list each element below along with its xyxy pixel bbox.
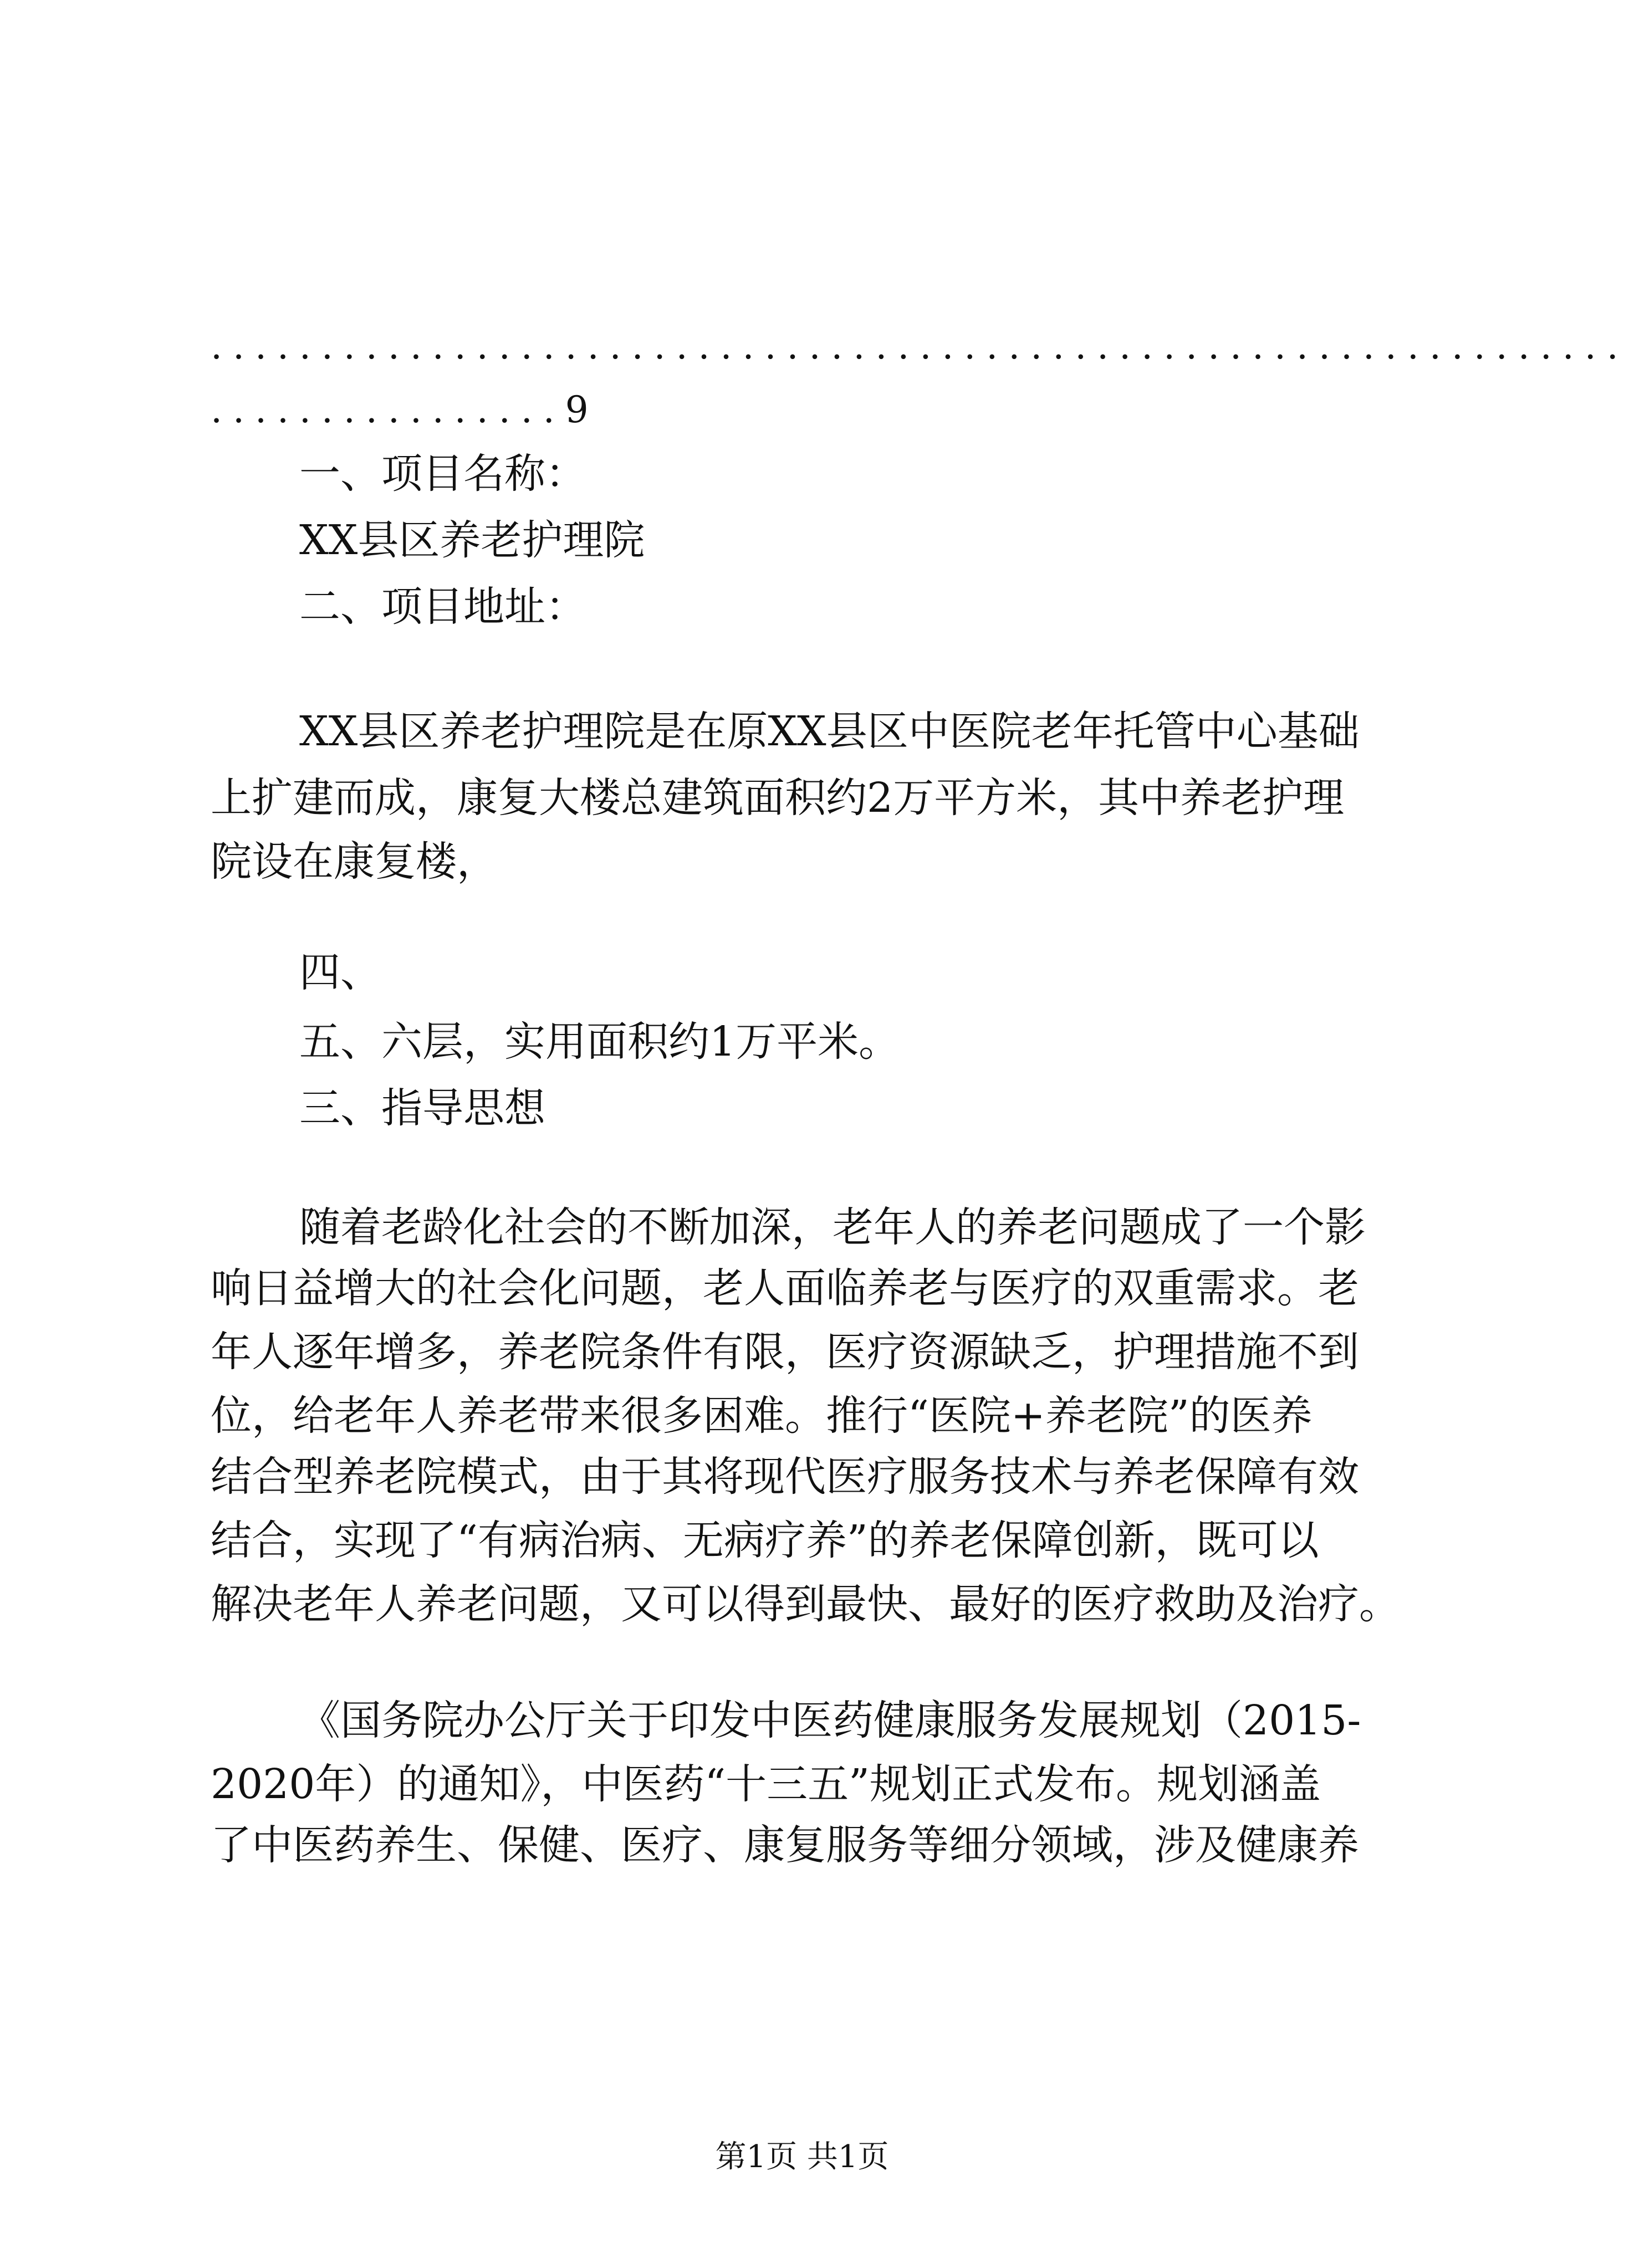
paragraph-line: 响日益增大的社会化问题，老人面临养老与医疗的双重需求。老	[211, 1264, 1359, 1312]
address-paragraph-line: XX县区养老护理院是在原XX县区中医院老年托管中心基础	[299, 708, 1360, 755]
floor-item: 五、六层，实用面积约1万平米。	[299, 1018, 900, 1066]
project-name-text: XX县区养老护理院	[299, 516, 645, 564]
section-heading-guiding-idea: 三、指导思想	[299, 1084, 545, 1132]
page-footer: 第1页 共1页	[715, 2139, 889, 2175]
section-heading-project-address: 二、项目地址：	[299, 583, 586, 631]
toc-dot-leader: ................................................................	[211, 325, 1629, 367]
paragraph-line: 年人逐年增多，养老院条件有限，医疗资源缺乏，护理措施不到	[211, 1328, 1359, 1376]
address-paragraph-line: 上扩建而成，康复大楼总建筑面积约2万平方米，其中养老护理	[211, 774, 1345, 822]
paragraph-line: 结合，实现了“有病治病、无病疗养”的养老保障创新，既可以	[211, 1517, 1319, 1564]
floor-item: 四、	[299, 949, 381, 996]
paragraph-line: 《国务院办公厅关于印发中医药健康服务发展规划（2015-	[299, 1697, 1361, 1744]
section-heading-project-name: 一、项目名称：	[299, 450, 586, 498]
paragraph-line: 2020年）的通知》，中医药“十三五”规划正式发布。规划涵盖	[211, 1760, 1321, 1808]
toc-dot-leader-page-number: ................9	[211, 388, 599, 431]
paragraph-line: 位，给老年人养老带来很多困难。推行“医院+养老院”的医养	[211, 1392, 1313, 1440]
paragraph-line: 随着老龄化社会的不断加深，老年人的养老问题成了一个影	[299, 1204, 1366, 1251]
paragraph-line: 解决老年人养老问题，又可以得到最快、最好的医疗救助及治疗。	[211, 1580, 1400, 1628]
paragraph-line: 结合型养老院模式，由于其将现代医疗服务技术与养老保障有效	[211, 1453, 1359, 1501]
paragraph-line: 了中医药养生、保健、医疗、康复服务等细分领域，涉及健康养	[211, 1821, 1359, 1869]
address-paragraph-line: 院设在康复楼，	[211, 838, 498, 885]
